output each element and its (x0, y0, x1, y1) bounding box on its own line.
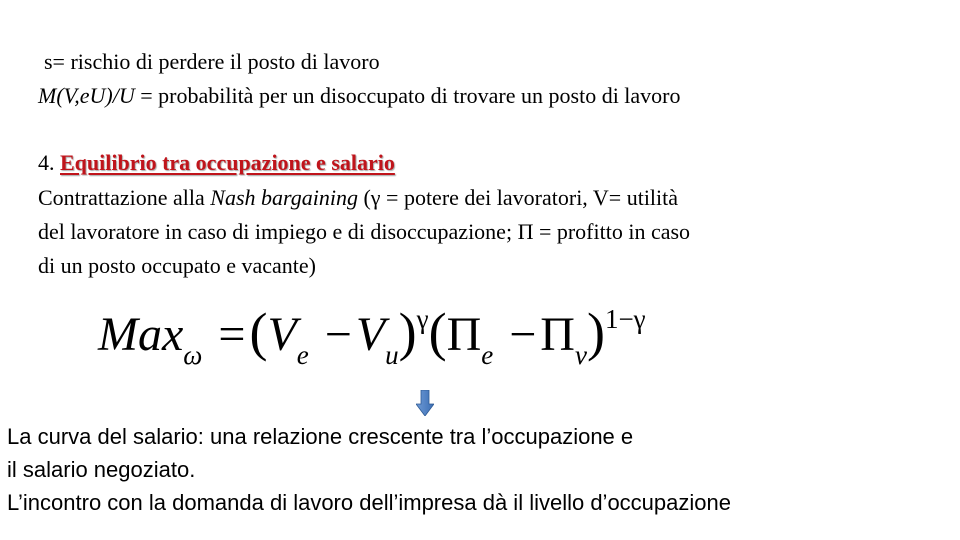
formula-minus-1: − (324, 308, 352, 361)
formula-max: Max (98, 308, 184, 361)
matching-function-symbol: M(V,eU)/U (38, 83, 135, 108)
formula-ve: V (267, 308, 297, 361)
definition-s (44, 49, 380, 75)
formula-open-paren-1: ( (249, 302, 268, 362)
formula-exponent-one-minus-gamma: 1−γ (604, 304, 646, 334)
formula-max-subscript: ω (183, 340, 203, 370)
paragraph-line-1-prefix: Contrattazione alla (38, 185, 211, 210)
formula-pi-e-subscript: e (481, 340, 494, 370)
paragraph-line-1 (38, 185, 678, 211)
definition-m-text: = probabilità per un disoccupato di trovare un posto di lavoro (134, 83, 681, 108)
definition-s-text: s= rischio di perdere il posto di lavoro (44, 49, 380, 74)
paragraph-line-3: di un posto occupato e vacante) (38, 253, 316, 278)
formula-pi-v-subscript: v (574, 340, 587, 370)
conclusion-line-2: il salario negoziato. (7, 457, 196, 482)
conclusion-line-3: L’incontro con la domanda di lavoro dell’impresa dà il livello d’occupazione (7, 490, 731, 515)
down-arrow-icon (416, 390, 434, 416)
nash-bargaining-formula (98, 304, 646, 374)
nash-bargaining-term: Nash bargaining (210, 185, 358, 210)
formula-open-paren-2: ( (428, 302, 447, 362)
formula-vu-subscript: u (385, 340, 399, 370)
formula-ve-subscript: e (296, 340, 309, 370)
formula-pi-v: Π (540, 308, 575, 361)
conclusion-line-1: La curva del salario: una relazione crescente tra l’occupazione e (7, 424, 634, 449)
formula-exponent-gamma: γ (416, 304, 429, 334)
section-title: Equilibrio tra occupazione e salario (60, 150, 395, 175)
paragraph-line-1-suffix: (γ = potere dei lavoratori, V= utilità (357, 185, 679, 210)
formula-close-paren-1: ) (398, 302, 417, 362)
formula-minus-2: − (509, 308, 537, 361)
formula-pi-e: Π (446, 308, 482, 361)
formula-vu: V (355, 308, 386, 361)
section-heading (38, 150, 395, 176)
formula-close-paren-2: ) (586, 302, 605, 362)
paragraph-line-2: del lavoratore in caso di impiego e di disoccupazione; Π = profitto in caso (38, 219, 691, 244)
definition-m (38, 83, 681, 109)
section-number: 4. (38, 150, 60, 175)
formula-equals: = (218, 308, 246, 361)
